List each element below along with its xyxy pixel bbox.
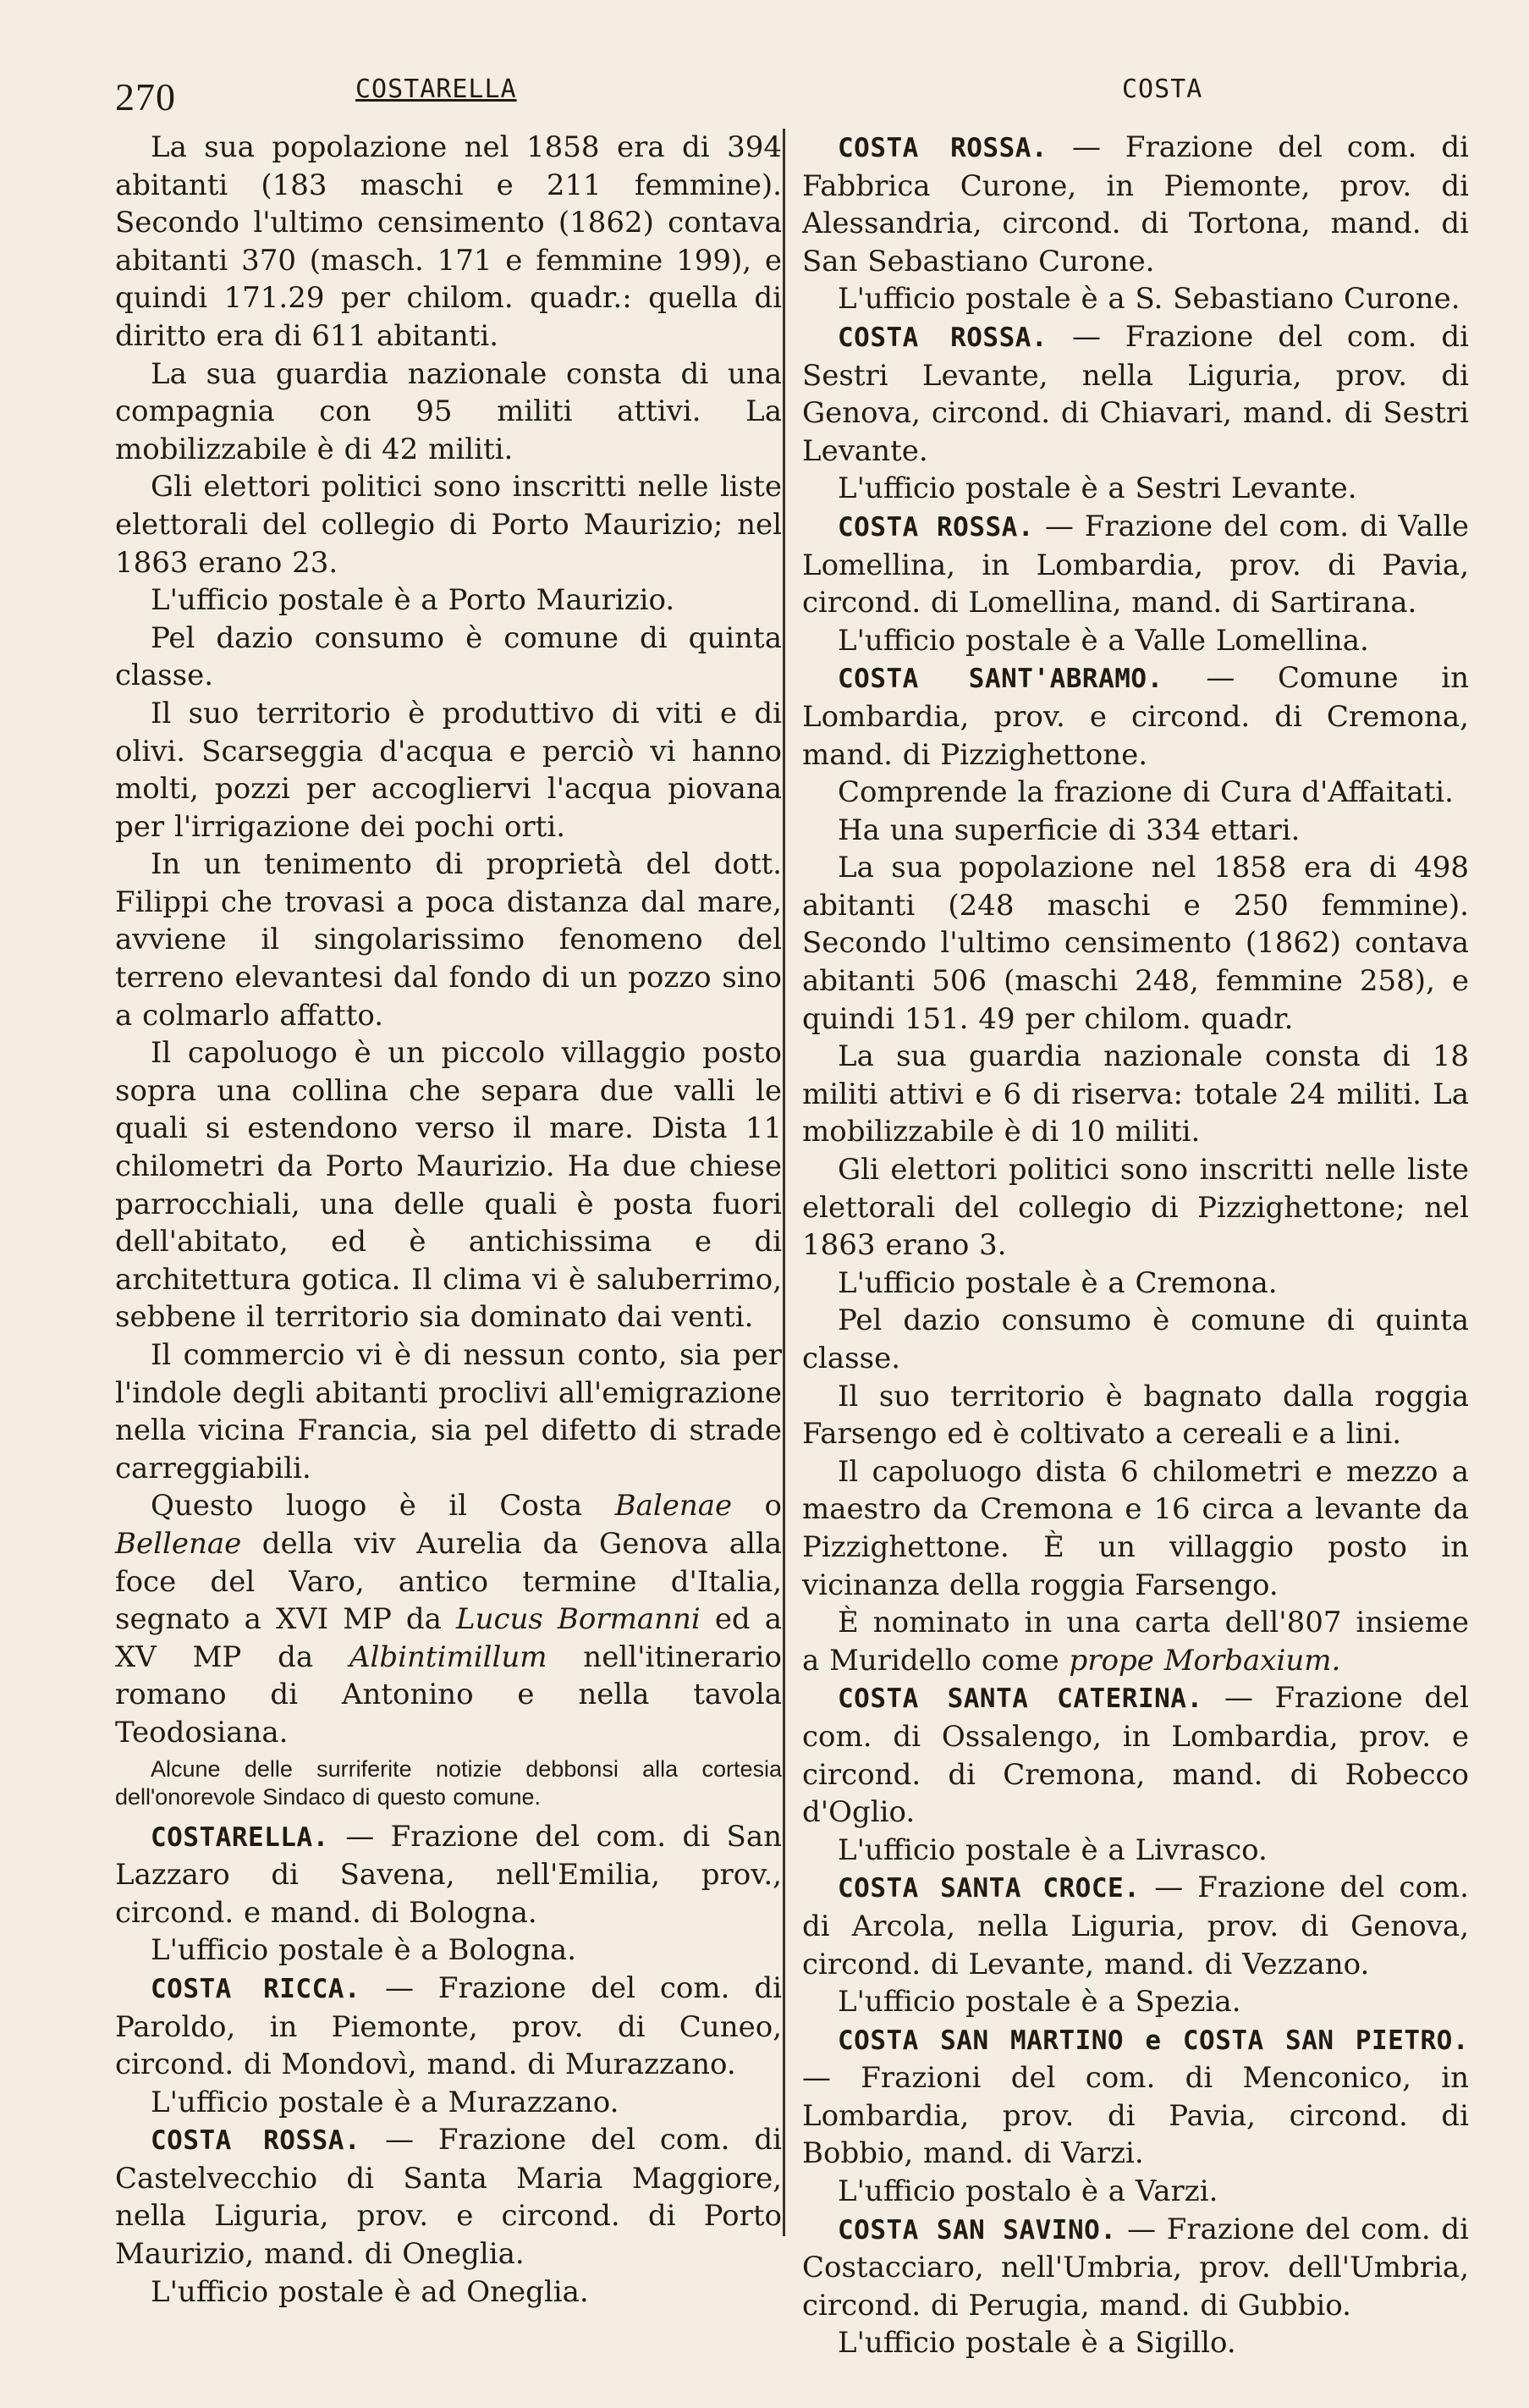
entry-costa-rossa-valle (802, 508, 1469, 622)
paragraph: L'ufficio postale è a Cremona. (838, 1265, 1278, 1300)
postal-office: L'ufficio postale è a Valle Lomellina. (838, 623, 1369, 658)
text: o (732, 1489, 782, 1524)
entry-costa-sant-abramo (802, 659, 1469, 774)
postal-office: L'ufficio postale è a Spezia. (838, 1985, 1241, 2020)
entry-heading: COSTA SAN SAVINO. (838, 2214, 1117, 2245)
entry-heading: COSTA ROSSA. (838, 322, 1048, 353)
text: ed a XV MP da (115, 1602, 783, 1674)
paragraph: Il capoluogo è un piccolo villaggio posto sopra una collina che separa due valli le quali si estendono verso il mare. Dista 11 chilometri da Porto Maurizio. Ha due chiese parrocchiali, una delle quali è posta fuori dell'abitato, ed è antichissima e di architettura gotica. Il clima vi è saluberrimo, sebbene il territorio sia dominato dai venti. (115, 1036, 782, 1335)
entry-heading: COSTA RICCA. (151, 1973, 361, 2004)
paragraph: La sua popolazione nel 1858 era di 394 abitanti (183 maschi e 211 femmine). Secondo l'ultimo censimento (1862) contava abitanti 370 (masch. 171 e femmine 199), e quindi 171.29 per chilom. quadr.: quella di diritto era di 611 abitanti. (115, 130, 782, 353)
paragraph: Il capoluogo dista 6 chilometri e mezzo a maestro da Cremona e 16 circa a levante da Pizzighettone. È un villaggio posto in vicinanza della roggia Farsengo. (802, 1454, 1469, 1602)
paragraph: Il suo territorio è bagnato dalla roggia Farsengo ed è coltivato a cereali e a lini. (802, 1379, 1469, 1452)
entry-body: — Frazione del com. di Valle Lomellina, in Lombardia, prov. di Pavia, circond. di Lomellina, mand. di Sartirana. (802, 509, 1470, 620)
paragraph: Il commercio vi è di nessun conto, sia per l'indole degli abitanti proclivi all'emigrazione nella vicina Francia, sia pel difetto di strade carreggiabili. (115, 1338, 782, 1485)
postal-office: L'ufficio postale è a Sigillo. (838, 2326, 1236, 2361)
left-column (115, 129, 782, 2311)
entry-costa-ricca (115, 1970, 782, 2084)
italic-text: Lucus Bormanni (455, 1602, 701, 1637)
italic-text: prope Morbaxium. (1069, 1643, 1341, 1678)
italic-text: Albintimillum (349, 1639, 547, 1674)
paragraph: Pel dazio consumo è comune di quinta classe. (802, 1303, 1469, 1375)
paragraph: Gli elettori politici sono inscritti nelle liste elettorali del collegio di Pizzighettone; nel 1863 erano 3. (802, 1153, 1469, 1263)
paragraph-historical (115, 1487, 782, 1751)
paragraph: Il suo territorio è produttivo di viti e di olivi. Scarseggia d'acqua e perciò vi hanno molti, pozzi per accogliervi l'acqua piovana per l'irrigazione dei pochi orti. (115, 696, 782, 844)
entry-costa-san-savino (802, 2211, 1469, 2325)
entry-body: — Frazione del com. di Paroldo, in Piemonte, prov. di Cuneo, circond. di Mondovì, mand. di Murazzano. (115, 1970, 782, 2082)
entry-body: — Comune in Lombardia, prov. e circond. di Cremona, mand. di Pizzighettone. (802, 661, 1469, 772)
paragraph: La sua popolazione nel 1858 era di 498 abitanti (248 maschi e 250 femmine). Secondo l'ultimo censimento (1862) contava abitanti 506 (maschi 248, femmine 258), e quindi 151. 49 per chilom. quadr. (802, 851, 1469, 1036)
entry-costa-rossa-fabbrica (802, 129, 1469, 280)
italic-text: Balenae (614, 1489, 733, 1524)
text: È nominato in una carta dell'807 insieme a Muridello come (802, 1606, 1469, 1678)
paragraph: In un tenimento di proprietà del dott. Filippi che trovasi a poca distanza dal mare, avviene il singolarissimo fenomeno del terreno elevantesi dal fondo di un pozzo sino a colmarlo affatto. (115, 847, 782, 1033)
postal-office: L'ufficio postale è a Bologna. (151, 1933, 577, 1968)
entry-costa-santa-caterina (802, 1679, 1469, 1831)
postal-office: L'ufficio postalo è a Varzi. (838, 2174, 1218, 2209)
entry-heading: COSTA SANTA CROCE. (838, 1873, 1141, 1904)
paragraph: Ha una superficie di 334 ettari. (838, 813, 1301, 847)
entry-heading: COSTARELLA. (151, 1821, 329, 1853)
entry-body: — Frazione del com. di Ossalengo, in Lombardia, prov. e circond. di Cremona, mand. di Robecco d'Oglio. (802, 1681, 1470, 1830)
paragraph: Comprende la frazione di Cura d'Affaitati. (838, 775, 1454, 810)
postal-office: L'ufficio postale è ad Oneglia. (151, 2274, 589, 2309)
page-number: 270 (115, 75, 176, 118)
text: nell'itinerario romano di Antonino e nella tavola Teodosiana. (115, 1639, 782, 1750)
postal-office: L'ufficio postale è a S. Sebastiano Curone. (838, 282, 1460, 317)
postal-office: L'ufficio postale è a Sestri Levante. (838, 471, 1357, 506)
italic-text: Bellenae (115, 1526, 242, 1561)
entry-body: — Frazione del com. di Arcola, nella Liguria, prov. di Genova, circond. di Levante, mand. di Vezzano. (802, 1871, 1469, 1981)
entry-body: — Frazione del com. di San Lazzaro di Savena, nell'Emilia, prov., circond. e mand. di Bologna. (115, 1819, 782, 1930)
entry-costa-rossa (115, 2121, 782, 2273)
entry-heading: COSTA SANTA CATERINA. (838, 1683, 1203, 1715)
entry-body: — Frazioni del com. di Menconico, in Lombardia, prov. di Pavia, circond. di Bobbio, mand. di Varzi. (802, 2061, 1469, 2171)
text: della viv Aurelia da Genova alla foce del Varo, antico termine d'Italia, segnato a XVI MP da (115, 1526, 782, 1637)
footnote: Alcune delle surriferite notizie debbonsi alla cortesia dell'onorevole Sindaco di questo comune. (115, 1755, 782, 1810)
entry-body: — Frazione del com. di Castelvecchio di Santa Maria Maggiore, nella Liguria, prov. e circond. di Porto Maurizio, mand. di Oneglia. (115, 2123, 782, 2272)
postal-office: L'ufficio postale è a Livrasco. (838, 1832, 1268, 1867)
entry-body: — Frazione del com. di Fabbrica Curone, in Piemonte, prov. di Alessandria, circond. di Tortona, mand. di San Sebastiano Curone. (802, 130, 1469, 278)
entry-heading: COSTA SANT'ABRAMO. (838, 664, 1163, 695)
entry-heading: COSTA ROSSA. (838, 511, 1035, 543)
column-divider (783, 129, 785, 2236)
paragraph: L'ufficio postale è a Porto Maurizio. (151, 583, 675, 618)
entry-costarella (115, 1818, 782, 1932)
paragraph: La sua guardia nazionale consta di una compagnia con 95 militi attivi. La mobilizzabile è di 42 militi. (115, 356, 782, 466)
postal-office: L'ufficio postale è a Murazzano. (151, 2085, 619, 2119)
entry-costa-santa-croce (802, 1869, 1469, 1983)
left-running-head: COSTARELLA (355, 74, 517, 104)
paragraph (802, 1604, 1469, 1679)
entry-body: — Frazione del com. di Sestri Levante, nella Liguria, prov. di Genova, circond. di Chiavari, mand. di Sestri Levante. (802, 319, 1469, 468)
paragraph: La sua guardia nazionale consta di 18 militi attivi e 6 di riserva: totale 24 militi. La mobilizzabile è di 10 militi. (802, 1039, 1469, 1149)
paragraph: Gli elettori politici sono inscritti nelle liste elettorali del collegio di Porto Maurizio; nel 1863 erano 23. (115, 470, 782, 580)
paragraph: Pel dazio consumo è comune di quinta classe. (115, 620, 782, 693)
text: Questo luogo è il Costa (151, 1489, 615, 1524)
right-running-head: COSTA (1122, 74, 1203, 104)
entry-costa-rossa-sestri (802, 318, 1469, 470)
right-column (802, 129, 1469, 2362)
entry-body: — Frazione del com. di Costacciaro, nell'Umbria, prov. dell'Umbria, circond. di Perugia, mand. di Gubbio. (802, 2212, 1470, 2323)
entry-heading: COSTA SAN MARTINO e COSTA SAN PIETRO. (838, 2025, 1469, 2056)
entry-costa-san-martino (802, 2021, 1469, 2173)
entry-heading: COSTA ROSSA. (838, 133, 1048, 163)
entry-heading: COSTA ROSSA. (151, 2125, 361, 2157)
